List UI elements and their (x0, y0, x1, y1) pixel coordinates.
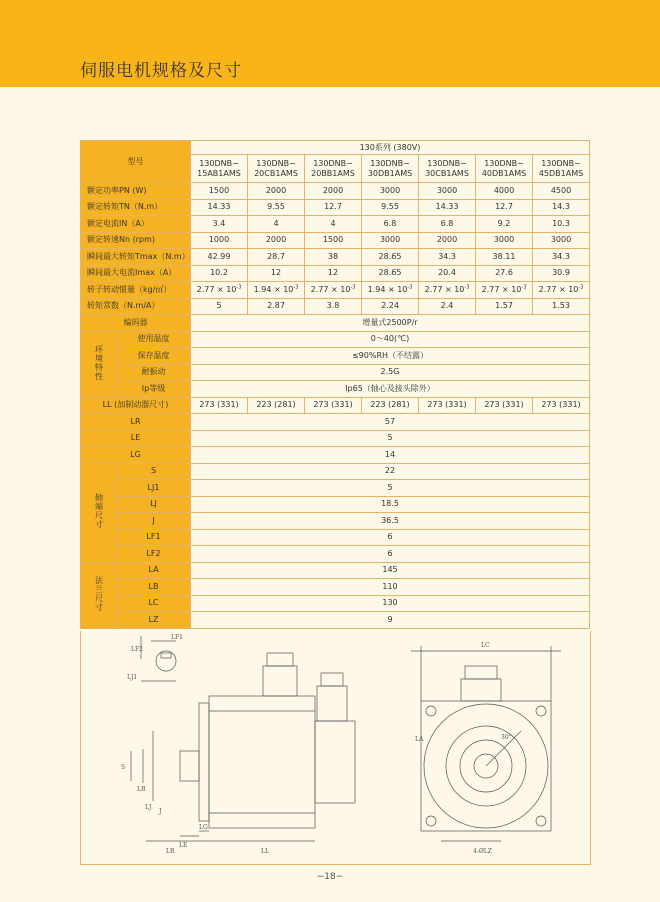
dim-label: LJ1 (117, 480, 191, 497)
model-name (305, 155, 362, 183)
label-angle: 30° (501, 734, 512, 741)
dim-label: LA (117, 562, 191, 579)
spec-value: 6.8 (362, 216, 419, 233)
dim-value: 14 (191, 447, 590, 464)
spec-value: 2000 (305, 183, 362, 200)
dim-label: LZ (117, 612, 191, 629)
table-row (81, 183, 590, 200)
env-label: 耐振动 (117, 364, 191, 381)
spec-value: 3000 (533, 232, 590, 249)
model-name-line: 130DNB− (541, 158, 581, 168)
spec-value: 14.33 (191, 199, 248, 216)
spec-value: 28.65 (362, 265, 419, 282)
dim-label: S (117, 463, 191, 480)
dim-value: 36.5 (191, 513, 590, 530)
model-name-line: 130DNB− (484, 158, 524, 168)
ll-value: 273 (331) (476, 397, 533, 414)
inertia-exponent: -3 (578, 284, 584, 291)
spec-value: 9.55 (362, 199, 419, 216)
spec-value: 20.4 (419, 265, 476, 282)
group-label: 法兰尺寸 (94, 575, 104, 612)
spec-value: 12 (248, 265, 305, 282)
inertia-exponent: -3 (293, 284, 299, 291)
table-row (81, 315, 590, 332)
spec-value (419, 282, 476, 299)
label-j: J (159, 808, 162, 815)
env-label: 保存温度 (117, 348, 191, 365)
spec-label: 额定转矩TN（N.m） (81, 199, 191, 216)
flange-group (81, 562, 117, 628)
dim-label: LG (81, 447, 191, 464)
model-name-line: 20CB1AMS (254, 168, 298, 178)
dim-value: 9 (191, 612, 590, 629)
model-name-line: 30CB1AMS (425, 168, 469, 178)
inertia-exponent: -3 (236, 284, 242, 291)
ll-value: 273 (331) (419, 397, 476, 414)
model-name (476, 155, 533, 183)
table-row (81, 430, 590, 447)
spec-value (191, 282, 248, 299)
model-name (533, 155, 590, 183)
model-name-line: 20BB1AMS (311, 168, 355, 178)
ll-value: 273 (331) (305, 397, 362, 414)
spec-label: 瞬间最大转矩Tmax（N.m） (81, 249, 191, 266)
env-value: 0～40(℃) (191, 331, 590, 348)
label-le: LE (179, 842, 188, 849)
page-title: 伺服电机规格及尺寸 (80, 61, 242, 81)
inertia-exponent: -3 (521, 284, 527, 291)
table-row (81, 414, 590, 431)
table-row (81, 265, 590, 282)
spec-table (80, 140, 590, 629)
motor-drawing-svg (81, 631, 590, 864)
label-s: S (121, 764, 126, 771)
inertia-base: 1.94 × 10 (253, 284, 294, 294)
spec-value: 3000 (362, 183, 419, 200)
label-lb: LB (137, 786, 146, 793)
label-lz: 4-ØLZ (473, 848, 492, 855)
encoder-value: 增量式2500P/r (191, 315, 590, 332)
spec-value: 4 (248, 216, 305, 233)
table-row (81, 216, 590, 233)
inertia-base: 2.77 × 10 (481, 284, 522, 294)
model-name (419, 155, 476, 183)
spec-value: 6.8 (419, 216, 476, 233)
dim-value: 110 (191, 579, 590, 596)
dim-label: LB (117, 579, 191, 596)
table-row (81, 364, 590, 381)
dim-label: LF1 (117, 529, 191, 546)
ll-label: LL (加制动器尺寸) (81, 397, 191, 414)
inertia-exponent: -3 (464, 284, 470, 291)
table-row (81, 546, 590, 563)
spec-value: 2.87 (248, 298, 305, 315)
spec-value: 10.3 (533, 216, 590, 233)
shaft-group (81, 463, 117, 562)
spec-value: 12.7 (305, 199, 362, 216)
table-row (81, 232, 590, 249)
dim-value: 6 (191, 546, 590, 563)
ll-value: 223 (281) (248, 397, 305, 414)
model-name (248, 155, 305, 183)
label-lc: LC (481, 642, 490, 649)
page-number: −18− (316, 872, 344, 882)
spec-value: 3000 (476, 232, 533, 249)
spec-value: 14.33 (419, 199, 476, 216)
table-row (81, 348, 590, 365)
label-lg: LG (199, 824, 208, 831)
table-row (81, 298, 590, 315)
env-label: 使用温度 (117, 331, 191, 348)
spec-value: 34.3 (419, 249, 476, 266)
spec-value: 2000 (248, 183, 305, 200)
table-row (81, 529, 590, 546)
series-label: 130系列 (380V) (191, 141, 590, 155)
model-header: 型号 (81, 141, 191, 183)
ll-value: 273 (331) (191, 397, 248, 414)
spec-value: 30.9 (533, 265, 590, 282)
spec-value: 3.8 (305, 298, 362, 315)
table-row (81, 331, 590, 348)
inertia-exponent: -3 (350, 284, 356, 291)
spec-value: 9.2 (476, 216, 533, 233)
group-label: 轴端尺寸 (94, 493, 104, 529)
label-lf1: LF1 (171, 634, 183, 641)
dim-value: 5 (191, 480, 590, 497)
dim-label: LE (81, 430, 191, 447)
spec-sheet (80, 140, 589, 629)
spec-value: 1000 (191, 232, 248, 249)
env-value: Ip65（轴心及接头除外） (191, 381, 590, 398)
spec-value: 10.2 (191, 265, 248, 282)
inertia-base: 2.77 × 10 (196, 284, 237, 294)
spec-value (305, 282, 362, 299)
spec-value: 3000 (419, 183, 476, 200)
spec-value: 9.55 (248, 199, 305, 216)
table-row (81, 447, 590, 464)
spec-value: 2.24 (362, 298, 419, 315)
inertia-base: 1.94 × 10 (367, 284, 408, 294)
inertia-exponent: -3 (407, 284, 413, 291)
dim-label: LJ (117, 496, 191, 513)
dim-value: 18.5 (191, 496, 590, 513)
spec-value (362, 282, 419, 299)
env-value: ≤90%RH（不结露） (191, 348, 590, 365)
table-row (81, 397, 590, 414)
label-lj: LJ (145, 804, 152, 811)
table-row (81, 381, 590, 398)
spec-value: 12 (305, 265, 362, 282)
model-name-line: 130DNB− (256, 158, 296, 168)
spec-label: 转矩常数（N.m/A） (81, 298, 191, 315)
model-name-line: 130DNB− (199, 158, 239, 168)
table-row (81, 463, 590, 480)
dim-value: 57 (191, 414, 590, 431)
spec-value: 14.3 (533, 199, 590, 216)
dim-label: LF2 (117, 546, 191, 563)
label-lr: LR (166, 848, 175, 855)
spec-value (476, 282, 533, 299)
spec-value: 4000 (476, 183, 533, 200)
table-row (81, 496, 590, 513)
model-name (362, 155, 419, 183)
spec-value: 42.99 (191, 249, 248, 266)
spec-value: 4500 (533, 183, 590, 200)
spec-label: 额定转速Nn (rpm) (81, 232, 191, 249)
dim-label: LC (117, 595, 191, 612)
dimension-drawing (80, 631, 591, 865)
label-ll: LL (261, 848, 269, 855)
spec-value: 3.4 (191, 216, 248, 233)
inertia-base: 2.77 × 10 (538, 284, 579, 294)
spec-value: 2000 (419, 232, 476, 249)
dim-label: LR (81, 414, 191, 431)
dim-label: J (117, 513, 191, 530)
spec-value: 2000 (248, 232, 305, 249)
model-name-line: 15AB1AMS (197, 168, 241, 178)
env-label: Ip等级 (117, 381, 191, 398)
spec-value (248, 282, 305, 299)
ll-value: 223 (281) (362, 397, 419, 414)
model-name-line: 130DNB− (427, 158, 467, 168)
spec-value: 3000 (362, 232, 419, 249)
spec-value: 34.3 (533, 249, 590, 266)
dim-value: 145 (191, 562, 590, 579)
spec-value: 38.11 (476, 249, 533, 266)
dim-value: 130 (191, 595, 590, 612)
spec-label: 瞬间最大电流Imax（A） (81, 265, 191, 282)
spec-value: 2.4 (419, 298, 476, 315)
model-name (191, 155, 248, 183)
label-lf2: LF2 (131, 646, 143, 653)
table-row (81, 199, 590, 216)
spec-value (533, 282, 590, 299)
table-row (81, 480, 590, 497)
dim-value: 5 (191, 430, 590, 447)
table-row (81, 579, 590, 596)
spec-value: 28.7 (248, 249, 305, 266)
dim-value: 22 (191, 463, 590, 480)
spec-value: 1.53 (533, 298, 590, 315)
encoder-label: 编码器 (81, 315, 191, 332)
inertia-base: 2.77 × 10 (424, 284, 465, 294)
environment-group (81, 331, 117, 397)
table-row (81, 612, 590, 629)
spec-value: 4 (305, 216, 362, 233)
model-name-line: 45DB1AMS (538, 168, 584, 178)
table-row (81, 595, 590, 612)
spec-value: 38 (305, 249, 362, 266)
model-name-line: 130DNB− (313, 158, 353, 168)
model-name-line: 40DB1AMS (481, 168, 527, 178)
model-name-line: 30DB1AMS (367, 168, 413, 178)
table-row (81, 282, 590, 299)
spec-value: 1.57 (476, 298, 533, 315)
spec-label: 转子转动惯量（kg/㎡） (81, 282, 191, 299)
table-row (81, 562, 590, 579)
model-name-line: 130DNB− (370, 158, 410, 168)
spec-value: 12.7 (476, 199, 533, 216)
spec-label: 额定功率PN (W) (81, 183, 191, 200)
spec-value: 5 (191, 298, 248, 315)
table-row (81, 513, 590, 530)
env-value: 2.5G (191, 364, 590, 381)
table-row (81, 249, 590, 266)
inertia-base: 2.77 × 10 (310, 284, 351, 294)
spec-value: 27.6 (476, 265, 533, 282)
ll-value: 273 (331) (533, 397, 590, 414)
dim-value: 6 (191, 529, 590, 546)
label-la: LA (415, 736, 424, 743)
spec-label: 额定电流IN（A） (81, 216, 191, 233)
group-label: 环境特性 (94, 344, 104, 381)
spec-value: 28.65 (362, 249, 419, 266)
label-lj1: LJ1 (127, 674, 138, 681)
spec-value: 1500 (305, 232, 362, 249)
spec-value: 1500 (191, 183, 248, 200)
table-row (81, 141, 590, 155)
